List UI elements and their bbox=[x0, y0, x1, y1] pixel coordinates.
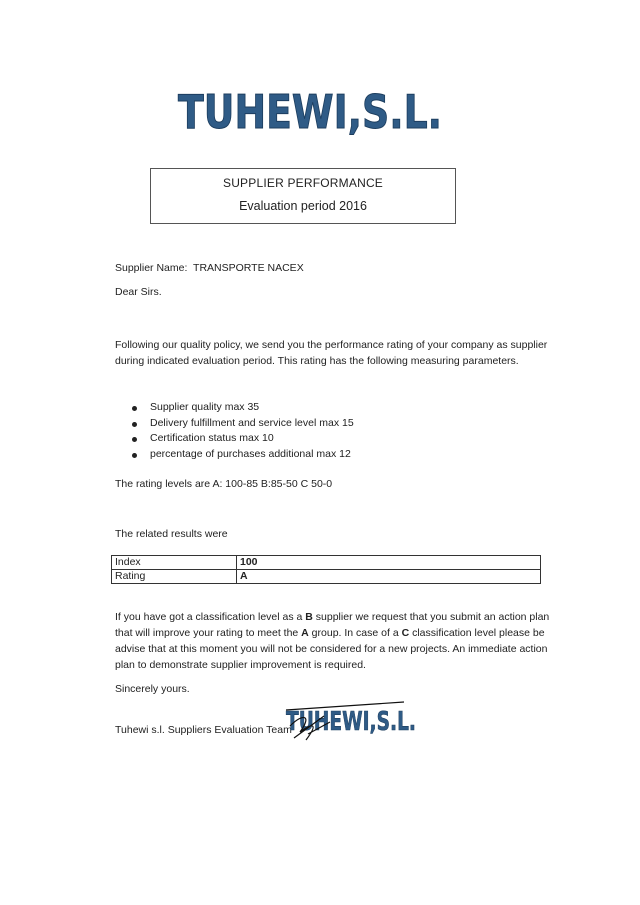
parameter-list bbox=[115, 400, 354, 462]
result-value: A bbox=[237, 570, 541, 584]
intro-paragraph: Following our quality policy, we send you the performance rating of your company as supplier during indicated evaluation period. This rating has the following measuring parameters. bbox=[115, 339, 548, 367]
supplier-label: Supplier Name: bbox=[115, 262, 188, 274]
result-label: Rating bbox=[112, 570, 237, 584]
document-title: SUPPLIER PERFORMANCE bbox=[222, 176, 384, 190]
supplier-name: TRANSPORTE NACEX bbox=[193, 262, 304, 274]
closing-bold: C bbox=[401, 627, 410, 639]
closing-text: group. In case of a bbox=[308, 627, 402, 639]
closing-bold: A bbox=[301, 627, 309, 639]
list-item: Delivery fulfillment and service level max 15 bbox=[115, 416, 354, 432]
result-value: 100 bbox=[237, 556, 541, 570]
results-table bbox=[111, 555, 541, 584]
rating-levels: The rating levels are A: 100-85 B:85-50 C 50-0 bbox=[115, 478, 333, 490]
closing-text: supplier we request that you submit an action plan that will improve your rating to meet the bbox=[115, 611, 550, 639]
list-item: percentage of purchases additional max 12 bbox=[115, 447, 354, 463]
result-label: Index bbox=[112, 556, 237, 570]
table-row bbox=[112, 556, 541, 570]
title-box bbox=[150, 168, 456, 224]
logo-text: TUHEWI,S.L. bbox=[178, 85, 442, 139]
list-item: Certification status max 10 bbox=[115, 431, 354, 447]
evaluation-period: Evaluation period 2016 bbox=[239, 199, 367, 213]
closing-text: If you have got a classification level as a bbox=[115, 611, 306, 623]
closing-paragraph bbox=[115, 609, 555, 673]
results-intro: The related results were bbox=[115, 528, 228, 540]
closing-text: classification level please be advise that at this moment you will not be considered for a new projects. An immediate action plan to demonstrate supplier improvement is required. bbox=[115, 627, 548, 671]
list-item: Supplier quality max 35 bbox=[115, 400, 354, 416]
closing-bold: B bbox=[305, 611, 313, 623]
signature-logo bbox=[284, 702, 418, 742]
team-name: Tuhewi s.l. Suppliers Evaluation Team bbox=[115, 724, 292, 736]
company-logo bbox=[176, 85, 444, 139]
sign-off: Sincerely yours. bbox=[115, 683, 190, 695]
signature-logo-text: TUHEWI,S.L. bbox=[286, 707, 416, 737]
table-row bbox=[112, 570, 541, 584]
supplier-line bbox=[115, 260, 304, 276]
greeting: Dear Sirs. bbox=[115, 286, 162, 298]
